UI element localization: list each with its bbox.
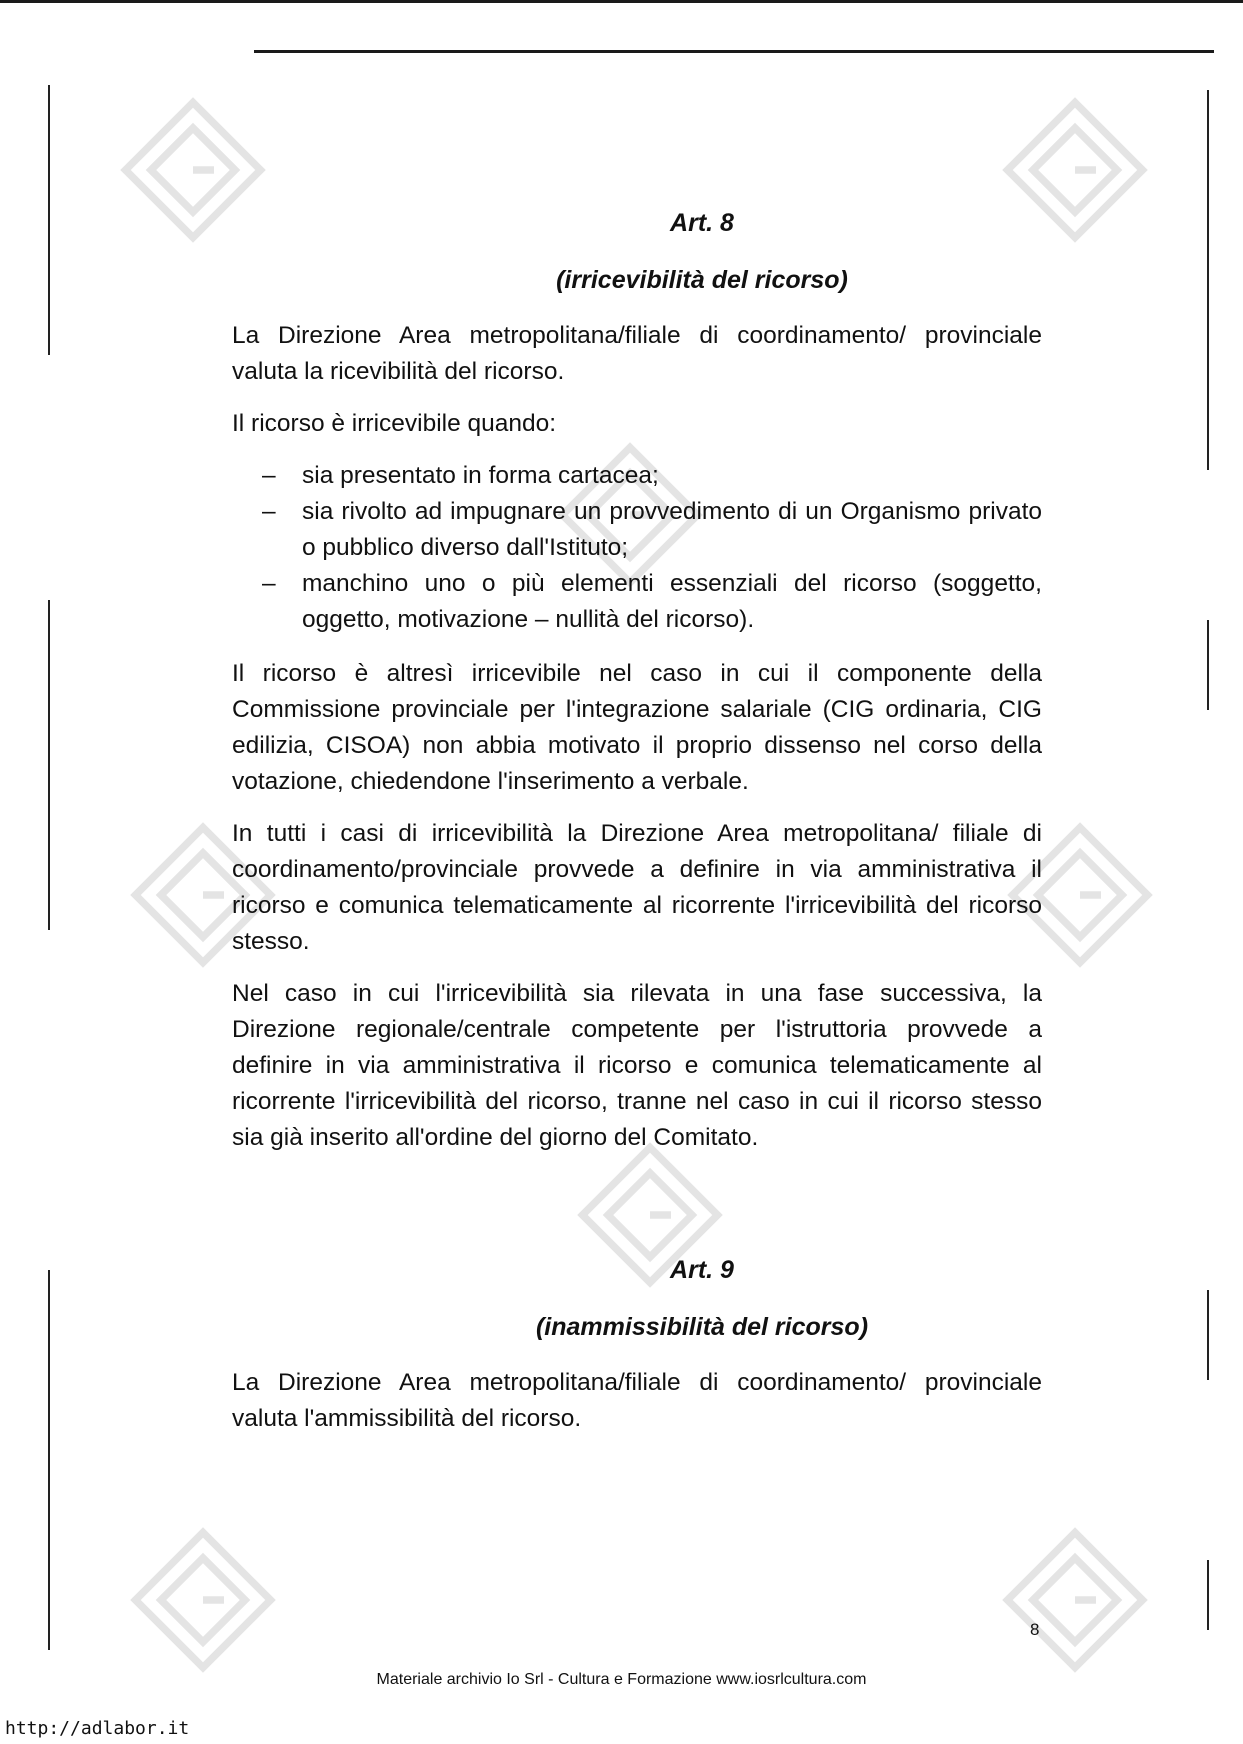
paragraph: La Direzione Area metropolitana/filiale di coordinamento/ provinciale valuta la ricevibilità del ricorso. <box>232 322 1042 385</box>
list-item-text: sia presentato in forma cartacea; <box>302 462 659 489</box>
watermark-logo <box>1000 1525 1150 1675</box>
condition-list <box>232 458 1042 638</box>
footer-text: Materiale archivio Io Srl - Cultura e Formazione www.iosrlcultura.com <box>376 1671 867 1688</box>
dash-bullet: – <box>262 498 276 525</box>
paragraph: Nel caso in cui l'irricevibilità sia rilevata in una fase successiva, la Direzione regionale/centrale competente per l'istruttoria provvede a definire in via amministrativa il ricorso e comunica telematicamente al ricorrente l'irricevibilità del ricorso, tranne nel caso in cui il ricorso stesso sia già inserito all'ordine del giorno del Comitato. <box>232 980 1042 1151</box>
paragraph: Il ricorso è altresì irricevibile nel caso in cui il componente della Commissione provinciale per l'integrazione salariale (CIG ordinaria, CIG edilizia, CISOA) non abbia motivato il proprio dissenso nel corso della votazione, chiedendone l'inserimento a verbale. <box>232 660 1042 795</box>
corner-url: http://adlabor.it <box>2 1718 192 1739</box>
scan-margin-line <box>1207 620 1209 710</box>
dash-bullet: – <box>262 570 276 597</box>
scan-margin-line <box>1207 1560 1209 1630</box>
paragraph: La Direzione Area metropolitana/filiale di coordinamento/ provinciale valuta l'ammissibilità del ricorso. <box>232 1369 1042 1432</box>
article-subtitle: (inammissibilità del ricorso) <box>535 1313 869 1341</box>
scan-margin-line <box>48 600 50 930</box>
dash-bullet: – <box>262 462 276 489</box>
scan-margin-line <box>48 1270 50 1650</box>
watermark-logo <box>128 1525 278 1675</box>
list-item <box>232 566 1042 638</box>
list-item-text: manchino uno o più elementi essenziali del ricorso (soggetto, oggetto, motivazione – nullità del ricorso). <box>302 570 1042 633</box>
scan-edge <box>0 0 1243 3</box>
document-body <box>232 205 1042 1453</box>
scan-margin-line <box>1207 90 1209 470</box>
article-title: Art. 9 <box>670 1256 734 1284</box>
list-item-text: sia rivolto ad impugnare un provvedimento di un Organismo privato o pubblico diverso dall'Istituto; <box>302 498 1042 561</box>
article-title: Art. 8 <box>670 209 734 237</box>
article-subtitle: (irricevibilità del ricorso) <box>556 266 848 294</box>
list-item <box>232 494 1042 566</box>
header-rule <box>254 50 1214 53</box>
scan-margin-line <box>1207 1290 1209 1380</box>
scan-margin-line <box>48 85 50 355</box>
list-item <box>232 458 1042 494</box>
paragraph: Il ricorso è irricevibile quando: <box>232 410 557 437</box>
page-number: 8 <box>1030 1620 1040 1639</box>
section-spacer <box>232 1172 1042 1252</box>
article-9 <box>232 1252 1042 1437</box>
paragraph: In tutti i casi di irricevibilità la Direzione Area metropolitana/ filiale di coordinamento/provinciale provvede a definire in via amministrativa il ricorso e comunica telematicamente al ricorrente l'irricevibilità del ricorso stesso. <box>232 820 1042 955</box>
article-8 <box>232 205 1042 1156</box>
